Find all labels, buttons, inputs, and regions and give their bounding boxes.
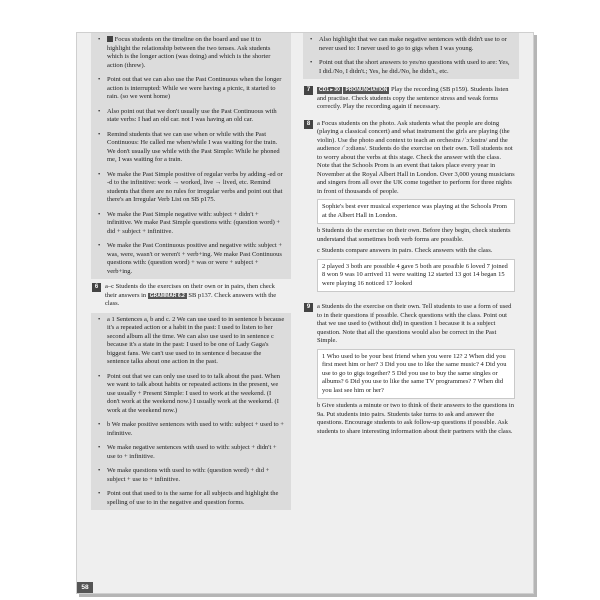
left-column [91,33,291,593]
section-9a-text: a Students do the exercise on their own. Tell students to use a form of used to in their questions if possible. Check questions with the class. Point out that we use used to (without did) in question 1 because it is a subject question. Note that all the questions would also be correct in the Past Simple. [317,303,512,344]
section-9 [306,299,519,440]
bullet-text: Point out that we can only use used to to talk about the past. When we want to talk about habits or repeated actions in the present, we use usually + Present Simple: I used to work at the weekend. (I don't work at the weekend now.) I usually work at the weekend. (I work at the weekend now.) [107,372,281,414]
used-to-extra-panel [303,33,519,79]
page-number: 58 [77,582,93,593]
bullet-text: We make negative sentences with used to with: subject + didn't + use to + infinitive. [107,444,277,460]
bullet-item [91,418,291,441]
pencil-icon [107,36,113,42]
bullet-text: Remind students that we can use when or while with the Past Continuous: He called me when/while I was waiting for the train. We don't usually use while with the Past Simple: While he phoned me, I was waiting for a train. [107,130,280,163]
answer-box: Sophie's best ever musical experience was playing at the Schools Prom at the Albert Hall in London. [317,199,515,224]
bullet-item [91,73,291,105]
section-number: 9 [304,303,313,312]
bullet-text: We make the Past Continuous positive and negative with: subject + was, were, wasn't or weren't + verb+ing. We make Past Continuous questions with: (question word) + was or were + subject + verb+ing. [107,242,283,275]
bullet-item [91,239,291,279]
right-column [303,33,519,593]
section-9b-text: b Give students a minute or two to think of their answers to the questions in 9a. Put students into pairs. Students take turns to ask and answer the questions. Encourage students to ask follow-up questions if possible. Ask students to share interesting information about their partners with the class. [317,402,514,435]
bullet-item [303,33,519,56]
bullet-text: We make the Past Simple negative with: subject + didn't + infinitive. We make Past Simple questions with: (question word) + did + subject + infinitive. [107,210,281,235]
section-7-text: Play the recording (SB p159). Students listen and practise. Check students copy the sentence stress and weak forms correctly. Play the recording again if necessary. [317,86,509,110]
grammar-reference-tag: GRAMMAR 6.2 [149,292,185,299]
bullet-text: b We make positive sentences with used to with: subject + used to + infinitive. [107,421,284,437]
section-8a-text: a Focus students on the photo. Ask students what the people are doing (playing a classical concert) and what instrument the girls are playing (the violin). Use the photo and context to teach an orchestra /ˈɔːkɪstrə/ and the audience /ˈɔːdiəns/. Students do the exercise on their own. Tell students not to worry about the verbs at this stage. Check the answer with the class. Note that the Schools Prom is an event that takes place every year in November at the Royal Albert Hall in London. Over 3,000 young musicians and singers from all over the UK come together to perform for three nights in front of thousands of people. [317,119,515,195]
bullet-text: Also highlight that we can make negative sentences with didn't use to or never used to: I never used to go to gigs when I was young. [319,36,507,52]
answer-box: 1 Who used to be your best friend when you were 12? 2 When did you first meet him or her? 3 Did you use to like the same music? 4 Did you use to go to gigs together? 5 Did you use to buy the same singles or albums? 6 Did you use to like the same TV programmes? 7 When did you last see him or her? [317,349,515,400]
section-6-text-end: SB p137. Check answers with the class. [105,291,277,307]
used-to-notes-panel [91,313,291,511]
section-6-text: a–c Students do the exercises on their own or in pairs, then check their answers in [105,283,275,299]
bullet-text: Point out that we can also use the Past Continuous when the longer action is interrupted: While we were having a picnic, it started to rain. (so we went home) [107,76,282,100]
section-number: 8 [304,120,313,129]
bullet-item [91,105,291,128]
section-7 [306,82,519,116]
bullet-item [91,487,291,510]
bullet-item [91,464,291,487]
section-6 [94,279,291,313]
teacher-book-page [76,32,534,594]
bullet-item [91,370,291,419]
bullet-item [91,441,291,464]
section-8c-text: c Students compare answers in pairs. Check answers with the class. [317,247,493,254]
bullet-item [303,56,519,79]
answer-box: 2 played 3 both are possible 4 gave 5 both are possible 6 loved 7 joined 8 won 9 was 10 arrived 11 were waiting 12 started 13 got 14 began 15 were playing 16 noticed 17 looked [317,259,515,293]
bullet-text: Point out that used to is the same for all subjects and highlight the spelling of use to in the negative and question forms. [107,490,279,506]
section-8b-text: b Students do the exercise on their own. Before they begin, check students understand that sometimes both verb forms are possible. [317,227,511,243]
bullet-item [91,313,291,370]
section-number: 7 [304,86,313,95]
cd-track-tag: CD1 ▸ 30 [319,87,340,93]
bullet-text: Focus students on the timeline on the board and use it to highlight the relationship between the two tenses. Ask students which is the longer action (was doing) and which is the shorter action (threw). [107,36,271,69]
bullet-text: We make the Past Simple positive of regular verbs by adding -ed or -d to the infinitive: work → worked, live → lived, etc. Remind students that there are no rules for irregular verbs and point out that there's an Irregular Verb List on SB p175. [107,170,283,203]
bullet-text: We make questions with used to with: (question word) + did + subject + use to + infinitive. [107,467,270,483]
section-number: 6 [92,283,101,292]
bullet-text: Point out that the short answers to yes/no questions with used to are: Yes, I did./No, I didn't.; Yes, he did./No, he didn't., etc. [319,59,510,75]
grammar-notes-panel [91,33,291,279]
bullet-item [91,208,291,240]
bullet-item [91,33,291,73]
pronunciation-tag: PRONUNCIATION [345,87,388,93]
section-8 [306,116,519,300]
bullet-text: Also point out that we don't usually use the Past Continuous with state verbs: I had an old car. not I was having an old car. [107,107,277,123]
bullet-item [91,128,291,168]
bullet-item [91,168,291,208]
bullet-text: a 1 Sentences a, b and c. 2 We can use used to in sentence b because it's a repeated action or a habit in the past: I used to listen to her second album all the time. We can also use used to in sentence c because it's a state in the past: I used to be one of Lady Gaga's biggest fans. We can't use used to in sentence d because the sentence talks about one action in the past. [107,315,285,365]
